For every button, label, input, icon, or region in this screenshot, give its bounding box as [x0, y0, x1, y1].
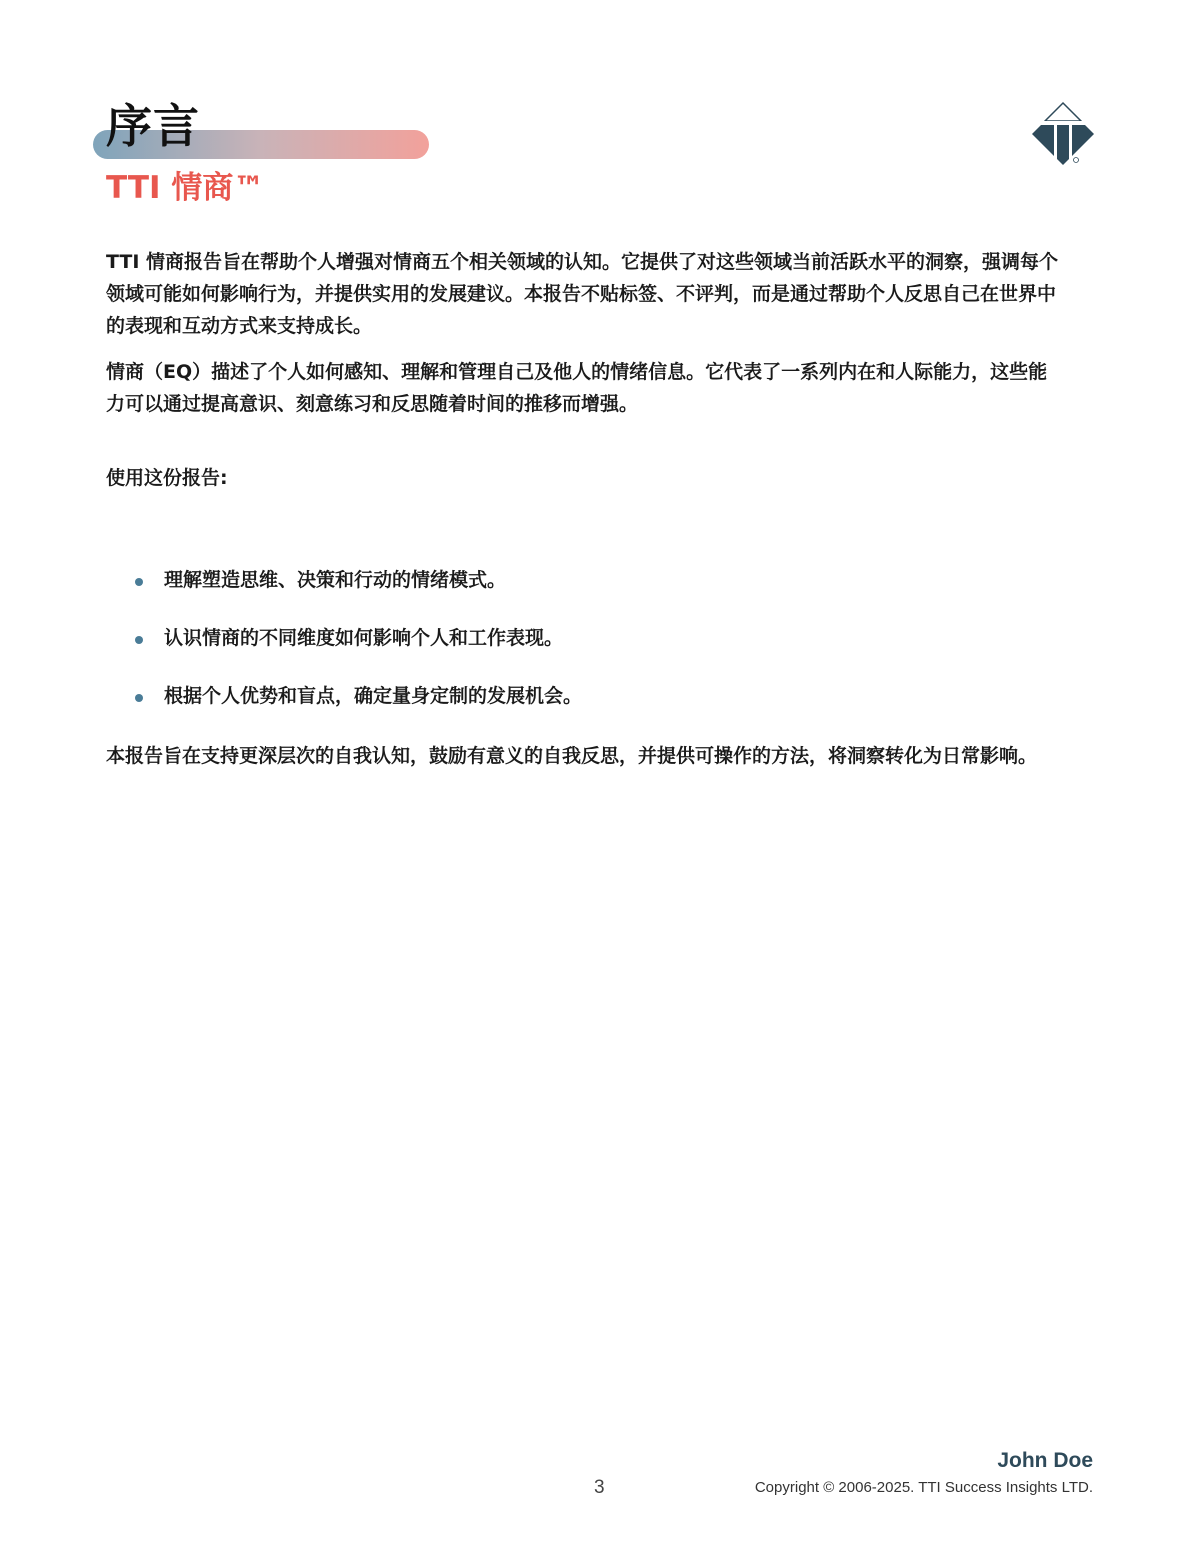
- list-item-text: 认识情商的不同维度如何影响个人和工作表现。: [164, 627, 564, 649]
- usage-heading: 使用这份报告:: [106, 467, 228, 489]
- list-item: [106, 680, 1066, 712]
- bullet-icon: [135, 694, 143, 702]
- closing-paragraph: 本报告旨在支持更深层次的自我认知，鼓励有意义的自我反思，并提供可操作的方法，将洞察转化为日常影响。: [106, 745, 1038, 767]
- list-item-text: 理解塑造思维、决策和行动的情绪模式。: [164, 569, 507, 591]
- tti-logo-icon: [1030, 101, 1096, 167]
- footer-person-name: John Doe: [997, 1449, 1093, 1472]
- footer-copyright: Copyright © 2006-2025. TTI Success Insights LTD.: [754, 1479, 1093, 1496]
- list-item: [106, 564, 1066, 596]
- page-title: 序言: [106, 99, 200, 153]
- bullet-icon: [135, 578, 143, 586]
- usage-bullet-list: [106, 564, 1066, 712]
- page-subtitle: TTI 情商™: [106, 170, 265, 206]
- eq-definition-paragraph: 情商（EQ）描述了个人如何感知、理解和管理自己及他人的情绪信息。它代表了一系列内在和人际能力，这些能力可以通过提高意识、刻意练习和反思随着时间的推移而增强。: [106, 361, 1048, 415]
- bullet-icon: [135, 636, 143, 644]
- list-item-text: 根据个人优势和盲点，确定量身定制的发展机会。: [164, 685, 583, 707]
- intro-paragraph: TTI 情商报告旨在帮助个人增强对情商五个相关领域的认知。它提供了对这些领域当前活跃水平的洞察，强调每个领域可能如何影响行为，并提供实用的发展建议。本报告不贴标签、不评判，而是通过帮助个人反思自己在世界中的表现和互动方式来支持成长。: [106, 251, 1059, 337]
- page-number: 3: [594, 1477, 605, 1498]
- list-item: [106, 622, 1066, 654]
- main-content: [106, 246, 1066, 768]
